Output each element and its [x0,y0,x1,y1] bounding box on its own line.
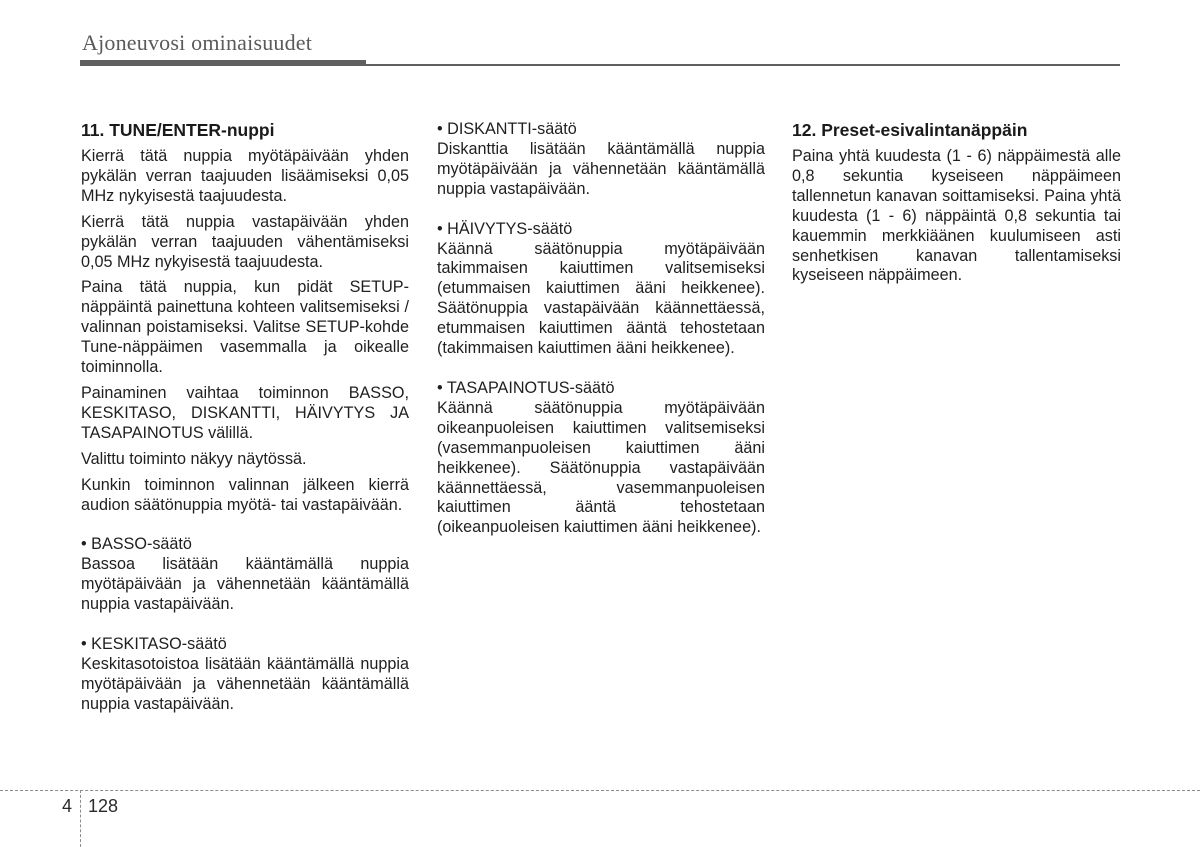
paragraph: Kierrä tätä nuppia myötäpäivään yhden pykälän verran taajuuden lisäämiseksi 0,05 MHz nykyisestä taajuudesta. [81,147,409,205]
column-middle [437,120,765,544]
paragraph: Paina tätä nuppia, kun pidät SETUP-näppäintä painettuna kohteen valitsemiseksi / valinnan poistamiseksi. Valitse SETUP-kohde Tune-näppäimen vasemmalla ja oikealle toiminnolla. [81,278,409,377]
footer-divider [80,790,81,847]
subheading-diskantti: • DISKANTTI-säätö [437,120,577,138]
paragraph: Valittu toiminto näkyy näytössä. [81,449,307,468]
subheading-basso: • BASSO-säätö [81,535,192,554]
column-left [81,119,409,721]
paragraph-keskitaso: Keskitasotoistoa lisätään kääntämällä nuppia myötäpäivään ja vähennetään kääntämällä nuppia vastapäivään. [81,654,409,713]
paragraph: Painaminen vaihtaa toiminnon BASSO, KESKITASO, DISKANTTI, HÄIVYTYS JA TASAPAINOTUS välillä. [81,383,409,442]
subheading-tasapainotus: • TASAPAINOTUS-säätö [437,378,615,397]
paragraph-diskantti: Diskanttia lisätään kääntämällä nuppia myötäpäivään ja vähennetään kääntämällä nuppia vastapäivään. [437,139,765,198]
footer-rule [0,790,1200,791]
paragraph: Kierrä tätä nuppia vastapäivään yhden pykälän verran taajuuden vähentämiseksi 0,05 MHz nykyisestä taajuudesta. [81,212,409,271]
paragraph-preset: Paina yhtä kuudesta (1 - 6) näppäimestä alle 0,8 sekuntia kyseiseen näppäimeen tallennetun kanavan soittamiseksi. Paina yhtä kuudesta (1 - 6) näppäintä 0,8 sekuntia tai kauemmin merkkiäänen kuulumiseen asti senhetkisen kanavan tallentamiseksi kyseiseen näppäimeen. [792,147,1121,285]
paragraph-haivytys: Käännä säätönuppia myötäpäivään takimmaisen kaiuttimen valitsemiseksi (etummaisen kaiuttimen ääni heikkenee). Säätönuppia vastapäivään käännettäessä, etummaisen kaiuttimen ääntä tehostetaan (takimmaisen kaiuttimen ääni heikkenee). [437,239,765,358]
header-rule [366,64,1120,66]
paragraph: Kunkin toiminnon valinnan jälkeen kierrä audion säätönuppia myötä- tai vastapäivään. [81,475,409,514]
section-header-title: Ajoneuvosi ominaisuudet [82,30,313,55]
section-heading-tune-enter: 11. TUNE/ENTER-nuppi [81,120,275,140]
column-right [792,119,1121,292]
chapter-number: 4 [62,796,73,816]
subheading-keskitaso: • KESKITASO-säätö [81,635,227,654]
page-number: 128 [88,796,119,816]
header-rule-accent [80,60,366,66]
subheading-haivytys: • HÄIVYTYS-säätö [437,219,573,238]
paragraph-tasapainotus: Käännä säätönuppia myötäpäivään oikeanpuoleisen kaiuttimen valitsemiseksi (vasemmanpuoleisen kaiuttimen ääni heikkenee). Säätönuppia vastapäivään käännettäessä, vasemmanpuoleisen kaiuttimen ääntä tehostetaan (oikeanpuoleisen kaiuttimen ääni heikkenee). [437,398,765,537]
section-heading-preset: 12. Preset-esivalintanäppäin [792,120,1028,140]
paragraph-basso: Bassoa lisätään kääntämällä nuppia myötäpäivään ja vähennetään kääntämällä nuppia vastapäivään. [81,555,409,614]
